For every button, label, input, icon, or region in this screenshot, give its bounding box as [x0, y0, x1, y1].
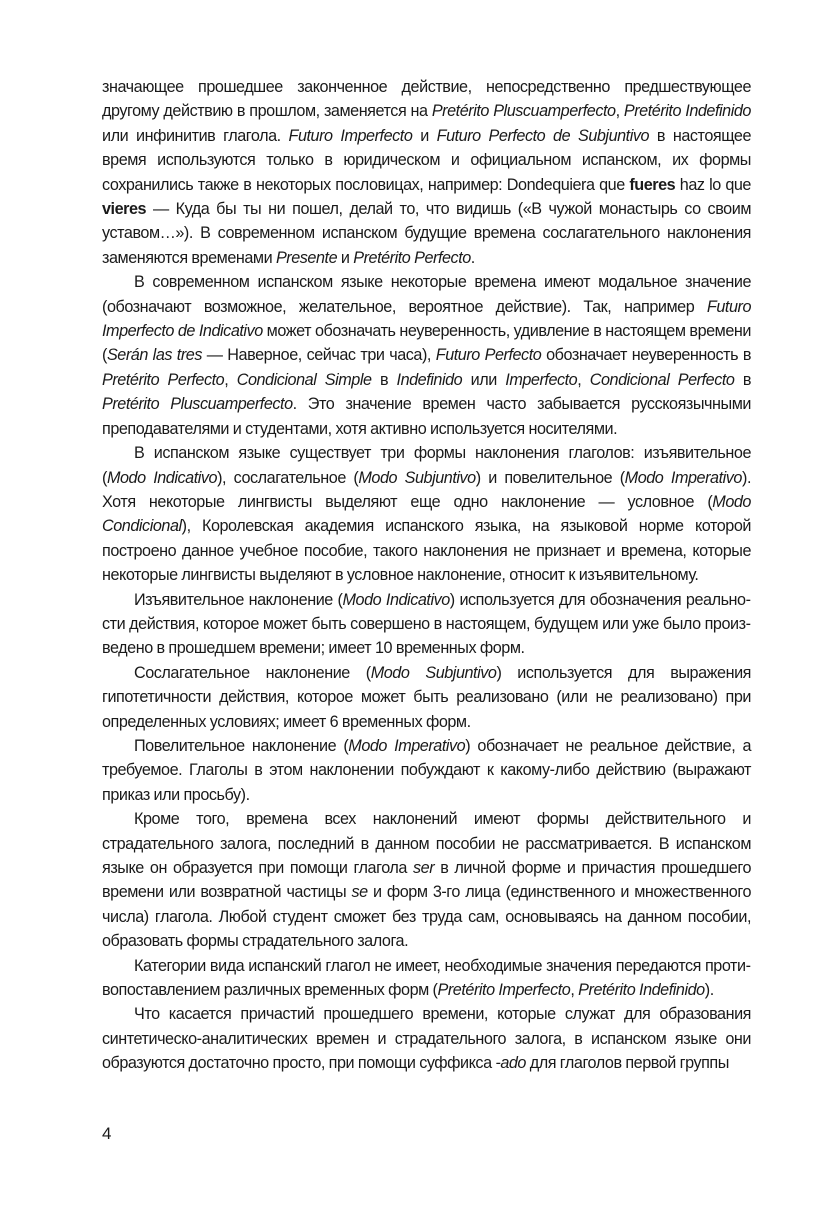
- text-run: .: [470, 248, 475, 267]
- italic-text: Modo Indicativo: [342, 590, 450, 609]
- text-run: или инфинитив глагола.: [102, 126, 289, 145]
- text-run: В испанском языке существует три формы наклонения глаголов: изъявительное (: [102, 444, 751, 487]
- paragraph: [102, 1002, 751, 1075]
- text-run: или: [462, 370, 506, 389]
- paragraph: [102, 807, 751, 953]
- italic-text: Modo Subjuntivo: [370, 663, 497, 682]
- text-run: значающее прошедшее законченное действие, непосредственно предшествующее другому действию в прошлом, заменяется на: [102, 78, 751, 121]
- italic-text: Modo Subjuntivo: [358, 468, 476, 487]
- text-run: Кроме того, времена всех наклонений имеют формы действительного и страдательного залога, последний в данном пособии не рассматривается. В испанском языке он образуется при помощи глагола: [102, 810, 751, 877]
- text-run: ,: [570, 981, 579, 1000]
- italic-text: Serán las tres: [106, 346, 202, 365]
- italic-text: Pretérito Imperfecto: [437, 981, 571, 1000]
- text-run: может обозначать неуверенность, удивление в настоящем времени (: [102, 322, 751, 365]
- text-run: Сослагательное наклонение (: [134, 663, 371, 682]
- text-run: — Куда бы ты ни пошел, делай то, что видишь («В чужой монастырь со своим уставом…»). В современном испанском будущие времена сослагательного наклонения заменяются временами: [102, 200, 751, 267]
- italic-text: Modo Indicativo: [106, 468, 218, 487]
- text-run: Что касается причастий прошедшего времени, которые служат для образования синтетическо-аналитических времен и страдательного залога, в испанском языке они образуются достаточно просто, при помощи суффикса: [102, 1005, 751, 1073]
- text-run: Повелительное наклонение (: [134, 736, 349, 755]
- paragraph: [102, 588, 751, 661]
- text-run: haz lo que: [675, 175, 751, 194]
- text-run: ), сослагательное (: [217, 468, 359, 487]
- page-number: 4: [102, 1124, 112, 1143]
- italic-text: Futuro Perfecto: [435, 346, 542, 365]
- text-run: Изъявительное наклонение (: [134, 590, 343, 609]
- text-run: и: [412, 126, 437, 145]
- italic-text: Futuro Perfecto de Subjuntivo: [436, 126, 650, 145]
- text-run: ,: [577, 370, 590, 389]
- italic-text: Imperfecto: [505, 370, 578, 389]
- body-text: [102, 75, 751, 1076]
- paragraph: [102, 661, 751, 734]
- text-run: в: [371, 370, 397, 389]
- italic-text: Pretérito Indefinido: [623, 102, 751, 121]
- italic-text: Pretérito Perfecto: [353, 248, 471, 267]
- text-run: — Наверное, сейчас три часа),: [202, 346, 436, 365]
- italic-text: Modo Condicional: [102, 492, 751, 536]
- italic-text: Modo Imperativo: [624, 468, 742, 487]
- italic-text: Pretérito Perfecto: [102, 370, 225, 389]
- text-run: ,: [224, 370, 237, 389]
- italic-text: Indefinido: [396, 370, 463, 389]
- text-run: . Это значение времен часто забывается русскоязычными преподавателями и студентами, хотя активно используется носителями.: [102, 395, 751, 438]
- paragraph: [102, 954, 751, 1003]
- bold-text: fueres: [629, 175, 676, 194]
- italic-text: ser: [413, 859, 435, 877]
- paragraph: [102, 734, 751, 807]
- bold-text: vieres: [102, 200, 147, 219]
- text-run: Категории вида испанский глагол не имеет, необходимые значения передаются противопоставлением различных временных форм (: [102, 956, 751, 1000]
- italic-text: Pretérito Pluscuamperfecto: [102, 395, 293, 414]
- italic-text: -ado: [495, 1054, 526, 1073]
- text-run: и: [337, 248, 354, 267]
- text-run: В современном испанском языке некоторые времена имеют модальное значение (обозначают возможное, желательное, вероятное действие). Так, например: [102, 273, 751, 316]
- text-run: в настоящее время используются только в юридическом и официальном испанском, их формы сохранились также в некоторых пословицах, например: Dondequiera que: [102, 126, 751, 194]
- italic-text: se: [351, 883, 368, 902]
- italic-text: Futuro Imperfecto: [288, 126, 413, 145]
- text-run: и форм 3-го лица (единственного и множественного числа) глагола. Любой студент сможет без труда сам, основываясь на данном пособии, образовать формы страдательного залога.: [102, 883, 751, 951]
- paragraph: [102, 270, 751, 441]
- paragraph: [102, 441, 751, 587]
- text-run: ) обозначает не реальное действие, а требуемое. Глаголы в этом наклонении побуждают к какому-либо действию (выражают приказ или просьбу).: [102, 736, 751, 804]
- text-run: ). Хотя некоторые лингвисты выделяют еще одно наклонение — условное (: [102, 468, 751, 511]
- text-run: ) используется для выражения гипотетичности действия, которое может быть реализовано (или не реализовано) при определенных условиях; имеет 6 временных форм.: [102, 663, 751, 731]
- text-run: обозначает неуверенность в: [541, 346, 751, 365]
- text-run: в личной форме и причастия прошедшего времени или возвратной частицы: [102, 859, 751, 902]
- text-run: в: [734, 370, 752, 389]
- text-run: для глаголов первой группы: [526, 1054, 729, 1073]
- text-run: ).: [704, 981, 714, 1000]
- italic-text: Pretérito Pluscuamperfecto: [431, 102, 616, 121]
- italic-text: Condicional Simple: [236, 370, 372, 389]
- text-run: ), Королевская академия испанского языка, на языковой норме которой построено данное учебное пособие, такого наклонения не признает и времена, которые некоторые лингвисты выделяют в условное наклонение, относит к изъявительному.: [102, 517, 751, 585]
- italic-text: Presente: [275, 248, 338, 267]
- text-run: ) используется для обозначения реальности действия, которое может быть совершено в настоящем, будущем или уже было произведено в прошедшем времени; имеет 10 временных форм.: [102, 590, 751, 658]
- italic-text: Futuro Imperfecto de Indicativo: [102, 297, 751, 341]
- italic-text: Pretérito Indefinido: [578, 981, 705, 1000]
- italic-text: Modo Imperativo: [348, 736, 466, 755]
- italic-text: Condicional Perfecto: [589, 370, 735, 389]
- text-run: ,: [615, 102, 624, 121]
- text-run: ) и повелительное (: [475, 468, 625, 487]
- paragraph: [102, 75, 751, 270]
